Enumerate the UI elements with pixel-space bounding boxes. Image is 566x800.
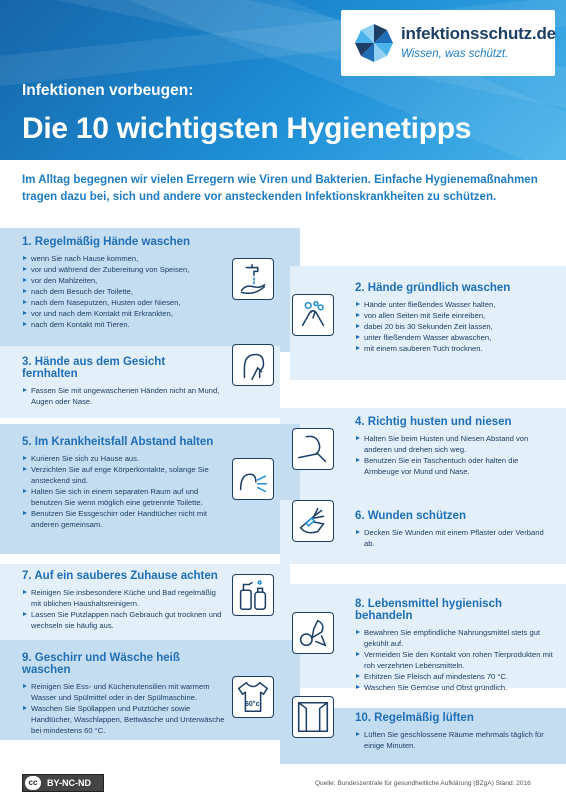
tip-2-bullets [355, 299, 555, 354]
list-item: vor und nach dem Kontakt mit Erkrankten, [22, 308, 232, 319]
list-item: Vermeiden Sie den Kontakt von rohen Tierprodukten mit roh verzehrten Lebensmitteln. [355, 649, 555, 671]
tshirt-60-icon [232, 676, 274, 718]
soapy-hands-icon [292, 294, 334, 336]
brand-name: infektionsschutz.de [401, 24, 556, 43]
source-note: Quelle: Bundeszentrale für gesundheitliche Aufklärung (BZgA) Stand: 2016 [315, 780, 531, 787]
tip-8 [355, 598, 555, 693]
list-item: nach dem Besuch der Toilette, [22, 286, 232, 297]
tip-7 [22, 570, 228, 631]
umbrella-logo-icon [353, 22, 395, 64]
tip-2 [355, 282, 555, 354]
page-title: Die 10 wichtigsten Hygienetipps [22, 112, 472, 145]
list-item: Decken Sie Wunden mit einem Pflaster oder Verband ab. [355, 527, 555, 549]
list-item: Verzichten Sie auf enge Körperkontakte, solange Sie ansteckend sind. [22, 464, 228, 486]
open-window-icon [292, 696, 334, 738]
list-item: nach dem Kontakt mit Tieren. [22, 319, 232, 330]
tip-1-heading: 1. Regelmäßig Hände waschen [22, 236, 191, 248]
list-item: vor den Mahlzeiten, [22, 275, 232, 286]
tip-10 [355, 712, 555, 751]
tip-5 [22, 436, 228, 530]
tip-6 [355, 510, 555, 549]
list-item: Waschen Sie Spüllappen und Putztücher sowie Handtücher, Waschlappen, Bettwäsche und Unterwäsche bei mindestens 60 °C. [22, 703, 228, 736]
tip-3-heading: 3. Hände aus dem Gesicht fernhalten [22, 356, 166, 380]
license-label: BY-NC-ND [47, 778, 91, 788]
tip-10-heading: 10. Regelmäßig lüften [355, 712, 474, 724]
tip-5-bullets [22, 453, 228, 530]
tshirt-temperature-label: 60°c [245, 701, 260, 708]
cough-elbow-icon [292, 428, 334, 470]
tip-3 [22, 356, 222, 407]
header-banner [0, 0, 566, 160]
tip-6-heading: 6. Wunden schützen [355, 510, 466, 522]
list-item: Hände unter fließendes Wasser halten, [355, 299, 555, 310]
tip-2-heading: 2. Hände gründlich waschen [355, 282, 511, 294]
food-icon [292, 612, 334, 654]
tip-3-bullets [22, 385, 222, 407]
header-kicker: Infektionen vorbeugen: [22, 82, 194, 99]
tip-1-bullets [22, 253, 232, 330]
tip-8-bullets [355, 627, 555, 693]
tip-9 [22, 652, 228, 736]
tip-1 [22, 236, 232, 330]
list-item: Halten Sie beim Husten und Niesen Abstand von anderen und drehen sich weg. [355, 433, 555, 455]
tip-4-bullets [355, 433, 555, 477]
tip-7-bullets [22, 587, 228, 631]
cleaning-bottles-icon [232, 574, 274, 616]
tip-8-heading: 8. Lebensmittel hygienisch behandeln [355, 598, 502, 622]
list-item: vor und während der Zubereitung von Speisen, [22, 264, 232, 275]
cc-icon: cc [25, 776, 41, 790]
list-item: Reinigen Sie insbesondere Küche und Bad regelmäßig mit üblichen Haushaltsreinigern. [22, 587, 228, 609]
list-item: Lüften Sie geschlossene Räume mehrmals täglich für einige Minuten. [355, 729, 555, 751]
tip-5-heading: 5. Im Krankheitsfall Abstand halten [22, 436, 214, 448]
list-item: unter fließendem Wasser abwaschen, [355, 332, 555, 343]
list-item: Kurieren Sie sich zu Hause aus. [22, 453, 228, 464]
list-item: Lassen Sie Putzlappen nach Gebrauch gut trocknen und wechseln sie häufig aus. [22, 609, 228, 631]
list-item: wenn Sie nach Hause kommen, [22, 253, 232, 264]
list-item: Fassen Sie mit ungewaschenen Händen nicht an Mund, Augen oder Nase. [22, 385, 222, 407]
tip-7-heading: 7. Auf ein sauberes Zuhause achten [22, 570, 218, 582]
list-item: Halten Sie sich in einem separaten Raum auf und benutzen Sie wenn möglich eine getrennte Toilette. [22, 486, 228, 508]
tip-4-heading: 4. Richtig husten und niesen [355, 416, 512, 428]
license-badge[interactable] [22, 774, 104, 792]
tip-6-bullets [355, 527, 555, 549]
list-item: Bewahren Sie empfindliche Nahrungsmittel stets gut gekühlt auf. [355, 627, 555, 649]
list-item: mit einem sauberen Tuch trocknen. [355, 343, 555, 354]
hand-face-icon [232, 344, 274, 386]
tip-4 [355, 416, 555, 477]
tip-9-bullets [22, 681, 228, 736]
list-item: von allen Seiten mit Seife einreiben, [355, 310, 555, 321]
sneeze-distance-icon [232, 458, 274, 500]
brand-logo[interactable] [341, 10, 555, 76]
list-item: Benutzen Sie ein Taschentuch oder halten die Armbeuge vor Mund und Nase. [355, 455, 555, 477]
list-item: dabei 20 bis 30 Sekunden Zeit lassen, [355, 321, 555, 332]
list-item: Benutzen Sie Essgeschirr oder Handtücher nicht mit anderen gemeinsam. [22, 508, 228, 530]
tip-9-heading: 9. Geschirr und Wäsche heiß waschen [22, 652, 180, 676]
brand-tagline: Wissen, was schützt. [401, 48, 509, 60]
list-item: Reinigen Sie Ess- und Küchenutensilien mit warmem Wasser und Spülmittel oder in der Spülmaschine. [22, 681, 228, 703]
intro-text: Im Alltag begegnen wir vielen Erregern wie Viren und Bakterien. Einfache Hygienemaßnahmen tragen dazu bei, sich und andere vor ansteckenden Infektionskrankheiten zu schützen. [22, 174, 538, 203]
bandaged-hand-icon [292, 500, 334, 542]
tip-10-bullets [355, 729, 555, 751]
list-item: Erhitzen Sie Fleisch auf mindestens 70 °C. [355, 671, 555, 682]
list-item: Waschen Sie Gemüse und Obst gründlich. [355, 682, 555, 693]
faucet-hands-icon [232, 258, 274, 300]
list-item: nach dem Naseputzen, Husten oder Niesen, [22, 297, 232, 308]
